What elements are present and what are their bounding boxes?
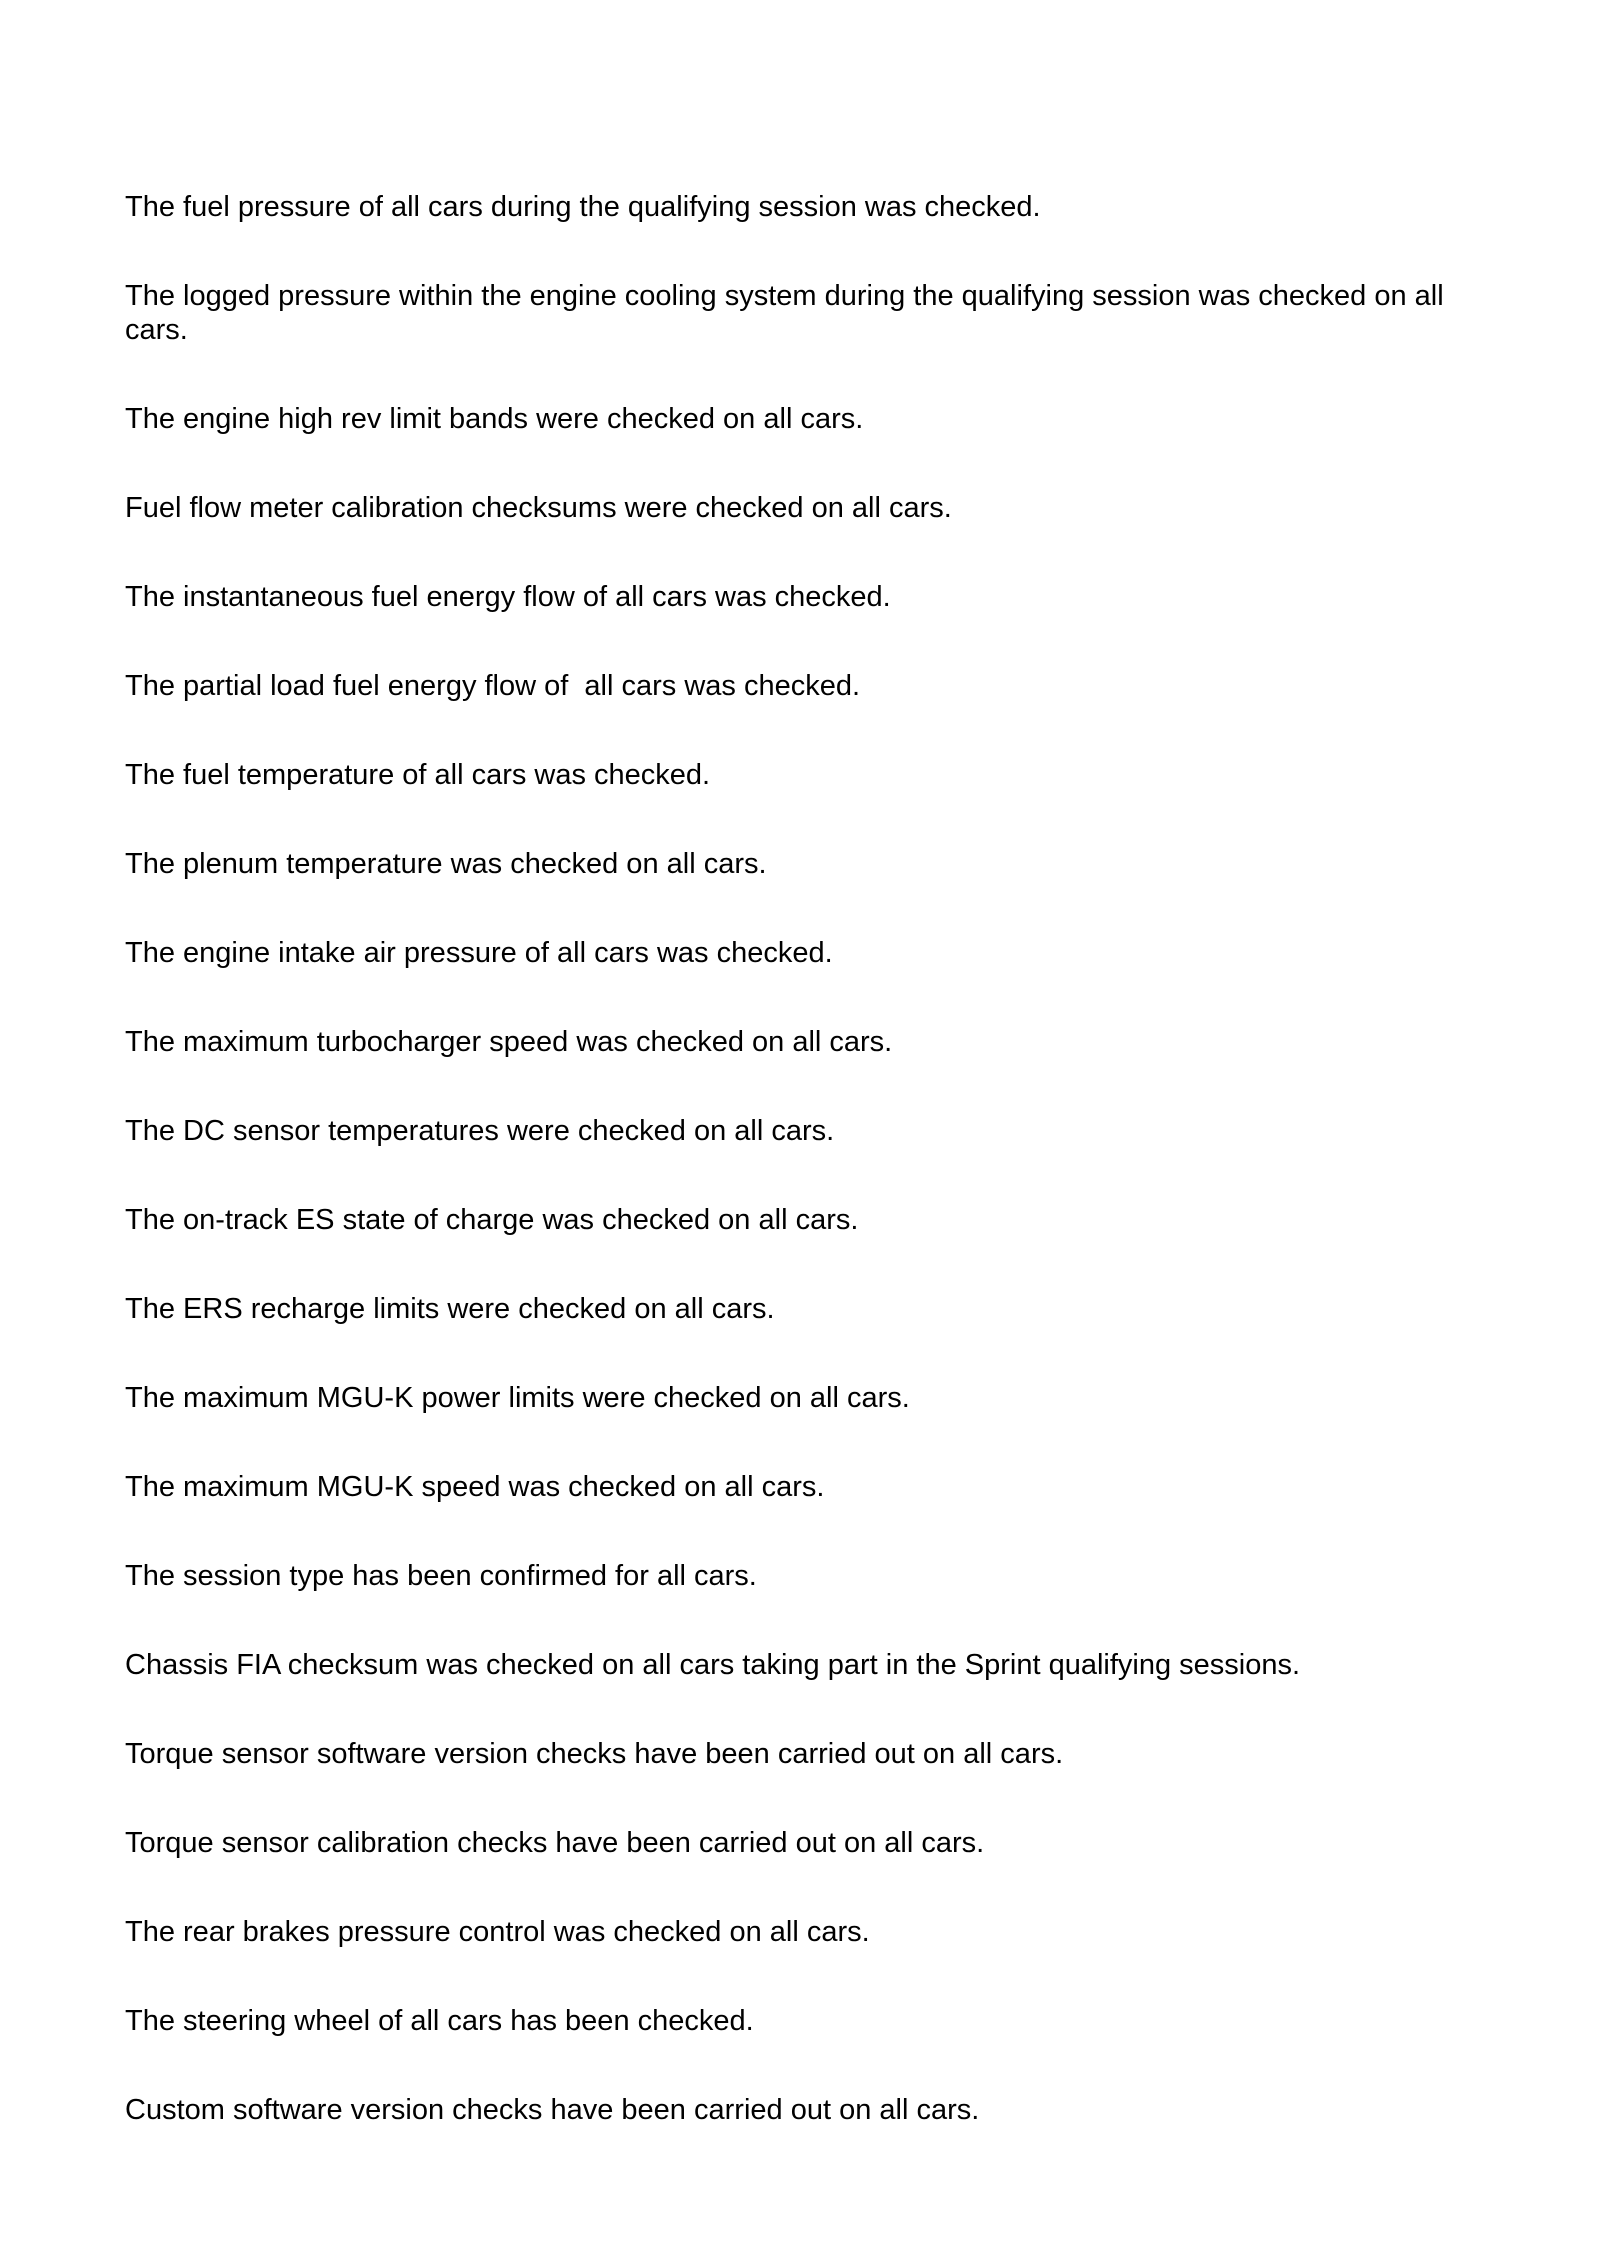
check-item-es-state-of-charge: The on-track ES state of charge was checked on all cars. xyxy=(125,1204,859,1236)
check-item-intake-air-pressure: The engine intake air pressure of all cars was checked. xyxy=(125,937,833,969)
check-item-mguk-speed: The maximum MGU-K speed was checked on all cars. xyxy=(125,1471,825,1503)
check-item-rear-brakes-pressure: The rear brakes pressure control was checked on all cars. xyxy=(125,1916,870,1948)
check-item-partial-load-fuel-flow: The partial load fuel energy flow of all cars was checked. xyxy=(125,670,861,702)
technical-checks-list xyxy=(125,190,1485,2182)
check-item-rev-limit: The engine high rev limit bands were checked on all cars. xyxy=(125,403,864,435)
check-item-custom-software: Custom software version checks have been carried out on all cars. xyxy=(125,2094,980,2126)
check-item-mguk-power-limits: The maximum MGU-K power limits were checked on all cars. xyxy=(125,1382,910,1414)
check-item-turbocharger-speed: The maximum turbocharger speed was checked on all cars. xyxy=(125,1026,893,1058)
check-item-steering-wheel: The steering wheel of all cars has been checked. xyxy=(125,2005,754,2037)
check-item-fuel-pressure: The fuel pressure of all cars during the qualifying session was checked. xyxy=(125,191,1041,223)
check-item-instantaneous-fuel-flow: The instantaneous fuel energy flow of all cars was checked. xyxy=(125,581,891,613)
check-item-fuel-temperature: The fuel temperature of all cars was checked. xyxy=(125,759,711,791)
check-item-torque-sensor-calibration: Torque sensor calibration checks have been carried out on all cars. xyxy=(125,1827,985,1859)
check-item-cooling-pressure: The logged pressure within the engine cooling system during the qualifying session was checked on all cars. xyxy=(125,280,1452,346)
check-item-fuel-flow-meter: Fuel flow meter calibration checksums were checked on all cars. xyxy=(125,492,952,524)
check-item-torque-sensor-software: Torque sensor software version checks have been carried out on all cars. xyxy=(125,1738,1064,1770)
check-item-ers-recharge-limits: The ERS recharge limits were checked on all cars. xyxy=(125,1293,775,1325)
check-item-chassis-checksum: Chassis FIA checksum was checked on all cars taking part in the Sprint qualifying sessions. xyxy=(125,1649,1301,1681)
check-item-plenum-temperature: The plenum temperature was checked on all cars. xyxy=(125,848,767,880)
check-item-session-type: The session type has been confirmed for all cars. xyxy=(125,1560,757,1592)
check-item-dc-sensor-temperatures: The DC sensor temperatures were checked on all cars. xyxy=(125,1115,835,1147)
